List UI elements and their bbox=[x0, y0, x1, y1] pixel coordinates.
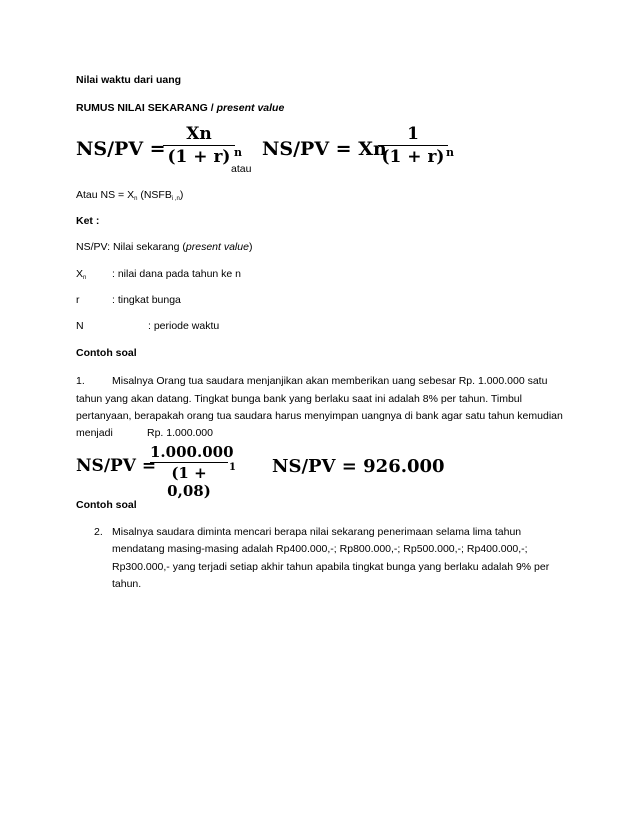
example2-number: 2. bbox=[94, 526, 103, 538]
definition-N-desc: : periode waktu bbox=[148, 320, 220, 332]
example1-line3: pertanyaan, berapakah orang tua saudara harus menyimpan uangnya di bank agar satu tahun kemudian bbox=[76, 410, 563, 422]
example2-line2: mendatang masing-masing adalah Rp400.000,-; Rp800.000,-; Rp500.000,-; Rp400.000,-; bbox=[112, 543, 528, 555]
example2-line3: Rp300.000,- yang terjadi setiap akhir tahun apabila tingkat bunga yang berlaku adalah 9% per bbox=[112, 561, 550, 573]
formula1-lhs: NS/PV = bbox=[76, 138, 166, 160]
example2-line1: Misalnya saudara diminta mencari berapa nilai sekarang penerimaan selama lima tahun bbox=[112, 526, 522, 538]
definition-nspv-close: ) bbox=[248, 241, 253, 253]
definition-xn-letter: X bbox=[76, 268, 84, 280]
definition-nspv-text: NS/PV: Nilai sekarang ( bbox=[76, 241, 186, 253]
definition-xn-desc: : nilai dana pada tahun ke n bbox=[112, 268, 242, 280]
definition-xn-sub: n bbox=[83, 275, 87, 281]
example1-line4b: Rp. 1.000.000 bbox=[147, 427, 213, 439]
formula3-exponent: 1 bbox=[229, 462, 236, 473]
formula2-numerator: 1 bbox=[407, 124, 419, 144]
definition-r-term: r bbox=[76, 294, 80, 306]
definition-r-desc: : tingkat bunga bbox=[112, 294, 181, 306]
formula1-denominator: (1 + r) bbox=[167, 147, 231, 167]
alt-formula-prefix: Atau NS = X bbox=[76, 189, 135, 201]
definition-nspv bbox=[76, 241, 252, 254]
document-title: Nilai waktu dari uang bbox=[76, 74, 182, 86]
alt-formula-sub-rn: i ,n bbox=[171, 196, 180, 202]
formula1-fraction bbox=[163, 124, 235, 167]
formula4-result: NS/PV = 926.000 bbox=[272, 456, 445, 477]
formula3-fraction bbox=[150, 443, 234, 500]
alt-formula-suffix: ) bbox=[179, 189, 184, 201]
formula1-numerator: Xn bbox=[186, 124, 212, 144]
definition-N-term: N bbox=[76, 320, 84, 332]
example1-line4a: menjadi bbox=[76, 427, 113, 439]
alt-formula-mid: (NSFB bbox=[137, 189, 172, 201]
ket-label: Ket : bbox=[76, 215, 100, 227]
definition-nspv-italic: present value bbox=[185, 241, 249, 253]
formula3-denominator: (1 + 0,08) bbox=[167, 464, 211, 500]
atau-label: atau bbox=[231, 163, 252, 175]
alt-formula bbox=[76, 189, 183, 206]
formula2-exponent: n bbox=[446, 146, 454, 159]
alt-formula-sub-n: n bbox=[134, 196, 138, 202]
heading-italic: present value bbox=[216, 102, 285, 114]
formula1-exponent: n bbox=[234, 146, 242, 159]
formula3-numerator: 1.000.000 bbox=[150, 443, 234, 461]
example2-heading: Contoh soal bbox=[76, 499, 137, 511]
formula2-lhs: NS/PV = Xn bbox=[262, 138, 387, 160]
definition-xn-term bbox=[76, 268, 86, 285]
heading-main: RUMUS NILAI SEKARANG / bbox=[76, 102, 217, 114]
example1-line2: tahun yang akan datang. Tingkat bunga bank yang berlaku saat ini adalah 8% per tahun. Timbul bbox=[76, 393, 522, 405]
example1-number: 1. bbox=[76, 375, 85, 387]
example1-heading: Contoh soal bbox=[76, 347, 137, 359]
example2-line4: tahun. bbox=[112, 578, 142, 590]
formula2-fraction bbox=[378, 124, 448, 167]
formula2-denominator: (1 + r) bbox=[381, 147, 445, 167]
example1-line1: Misalnya Orang tua saudara menjanjikan akan memberikan uang sebesar Rp. 1.000.000 satu bbox=[112, 375, 548, 387]
formula3-lhs: NS/PV = bbox=[76, 456, 157, 476]
section-heading bbox=[76, 102, 284, 115]
